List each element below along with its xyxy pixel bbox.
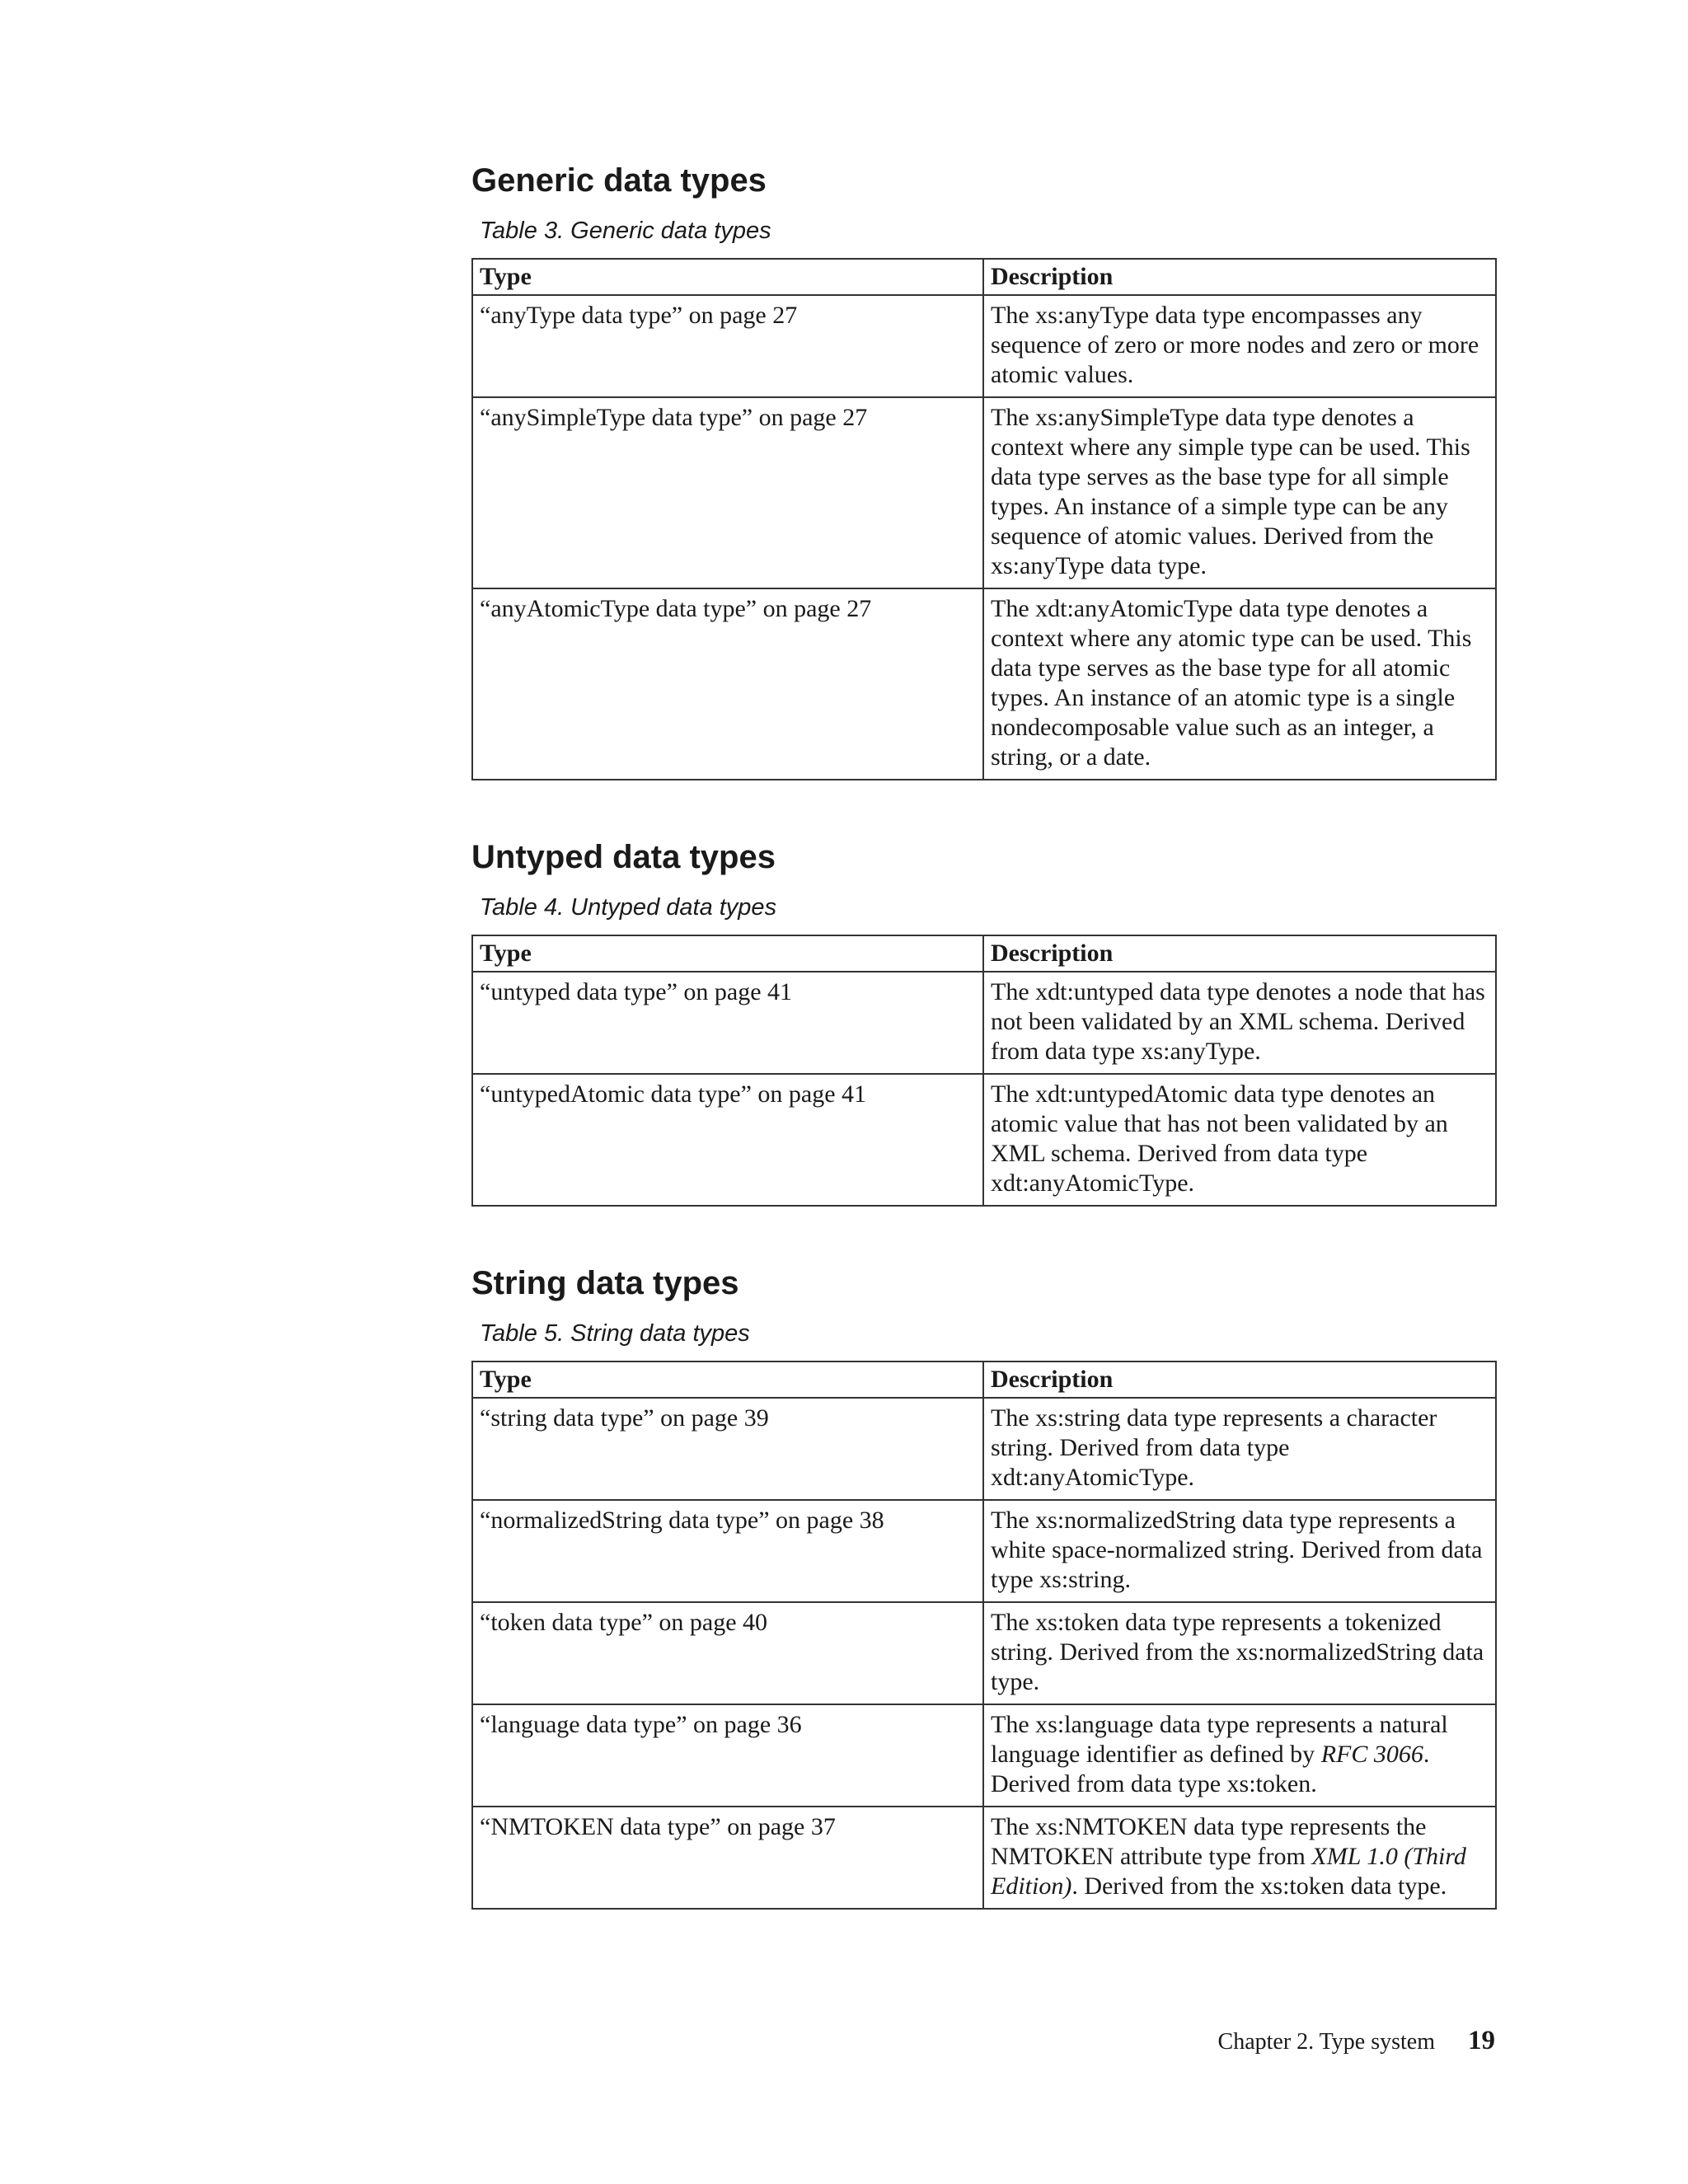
description-text: . Derived from the xs:token data type. bbox=[1071, 1872, 1447, 1900]
description-cell bbox=[983, 1807, 1496, 1909]
table-header-row bbox=[472, 935, 1496, 972]
description-text: . Derived from data type xs:token. bbox=[991, 1741, 1430, 1797]
description-text: The xs:string data type represents a character string. Derived from data type xdt:anyAtomicType. bbox=[991, 1404, 1437, 1491]
table-caption: Table 4. Untyped data types bbox=[480, 894, 777, 921]
section-string-data-types bbox=[471, 1264, 1495, 1910]
page-number: 19 bbox=[1468, 2026, 1495, 2055]
description-text: The xs:language data type represents a natural language identifier as defined by bbox=[991, 1711, 1448, 1768]
type-link[interactable]: “NMTOKEN data type” on page 37 bbox=[472, 1807, 983, 1909]
description-text: The xs:anySimpleType data type denotes a context where any simple type can be used. This data type serves as the base type for all simple types. An instance of a simple type can be any sequence of atomic values. Derived from the xs:anyType data type. bbox=[991, 404, 1470, 579]
untyped-data-types-table bbox=[471, 935, 1497, 1207]
page-footer bbox=[1218, 2026, 1495, 2056]
description-text: The xdt:untypedAtomic data type denotes an atomic value that has not been validated by an XML schema. Derived from data type xdt:anyAtomicType. bbox=[991, 1080, 1448, 1197]
description-column-header: Description bbox=[983, 935, 1496, 972]
description-text: The xs:anyType data type encompasses any sequence of zero or more nodes and zero or more atomic values. bbox=[991, 302, 1479, 388]
description-cell bbox=[983, 1398, 1496, 1500]
type-column-header: Type bbox=[472, 1361, 983, 1398]
section-heading: Untyped data types bbox=[471, 839, 776, 875]
description-column-header: Description bbox=[983, 259, 1496, 295]
description-cell bbox=[983, 397, 1496, 588]
table-row bbox=[472, 295, 1496, 397]
description-text: The xs:normalizedString data type represents a white space-normalized string. Derived from data type xs:string. bbox=[991, 1507, 1483, 1593]
chapter-title: Chapter 2. Type system bbox=[1217, 2029, 1435, 2055]
type-column-header: Type bbox=[472, 259, 983, 295]
table-caption: Table 5. String data types bbox=[480, 1320, 750, 1347]
section-untyped-data-types bbox=[471, 838, 1495, 1207]
description-cell bbox=[983, 1500, 1496, 1602]
type-link[interactable]: “token data type” on page 40 bbox=[472, 1602, 983, 1704]
section-generic-data-types bbox=[471, 162, 1495, 780]
section-heading: Generic data types bbox=[471, 162, 767, 199]
table-caption: Table 3. Generic data types bbox=[480, 218, 771, 244]
table-header-row bbox=[472, 259, 1496, 295]
table-row bbox=[472, 1500, 1496, 1602]
description-cell bbox=[983, 1074, 1496, 1206]
table-row bbox=[472, 972, 1496, 1074]
description-text: The xs:NMTOKEN data type represents the NMTOKEN attribute type from bbox=[991, 1813, 1427, 1870]
description-cell bbox=[983, 972, 1496, 1074]
table-row bbox=[472, 1602, 1496, 1704]
description-text: The xs:token data type represents a tokenized string. Derived from the xs:normalizedString data type. bbox=[991, 1609, 1484, 1695]
description-column-header: Description bbox=[983, 1361, 1496, 1398]
type-link[interactable]: “untypedAtomic data type” on page 41 bbox=[472, 1074, 983, 1206]
type-link[interactable]: “string data type” on page 39 bbox=[472, 1398, 983, 1500]
page-content bbox=[471, 162, 1495, 1910]
description-cell bbox=[983, 588, 1496, 780]
type-link[interactable]: “language data type” on page 36 bbox=[472, 1704, 983, 1807]
type-link[interactable]: “normalizedString data type” on page 38 bbox=[472, 1500, 983, 1602]
description-cell bbox=[983, 295, 1496, 397]
xml-spec-citation: XML 1.0 (Third Edition) bbox=[991, 1843, 1466, 1900]
string-data-types-table bbox=[471, 1361, 1497, 1910]
rfc-citation: RFC 3066 bbox=[1320, 1741, 1423, 1768]
table-header-row bbox=[472, 1361, 1496, 1398]
type-link[interactable]: “anySimpleType data type” on page 27 bbox=[472, 397, 983, 588]
type-column-header: Type bbox=[472, 935, 983, 972]
section-heading: String data types bbox=[471, 1265, 739, 1301]
type-link[interactable]: “anyType data type” on page 27 bbox=[472, 295, 983, 397]
description-cell bbox=[983, 1704, 1496, 1807]
type-link[interactable]: “untyped data type” on page 41 bbox=[472, 972, 983, 1074]
description-text: The xdt:anyAtomicType data type denotes a context where any atomic type can be used. This data type serves as the base type for all atomic types. An instance of an atomic type is a single nondecomposable value such as an integer, a string, or a date. bbox=[991, 595, 1472, 771]
table-row bbox=[472, 588, 1496, 780]
table-row bbox=[472, 1398, 1496, 1500]
table-row bbox=[472, 1704, 1496, 1807]
description-cell bbox=[983, 1602, 1496, 1704]
generic-data-types-table bbox=[471, 258, 1497, 780]
type-link[interactable]: “anyAtomicType data type” on page 27 bbox=[472, 588, 983, 780]
table-row bbox=[472, 397, 1496, 588]
table-row bbox=[472, 1074, 1496, 1206]
table-row bbox=[472, 1807, 1496, 1909]
description-text: The xdt:untyped data type denotes a node that has not been validated by an XML schema. Derived from data type xs:anyType. bbox=[991, 978, 1485, 1065]
